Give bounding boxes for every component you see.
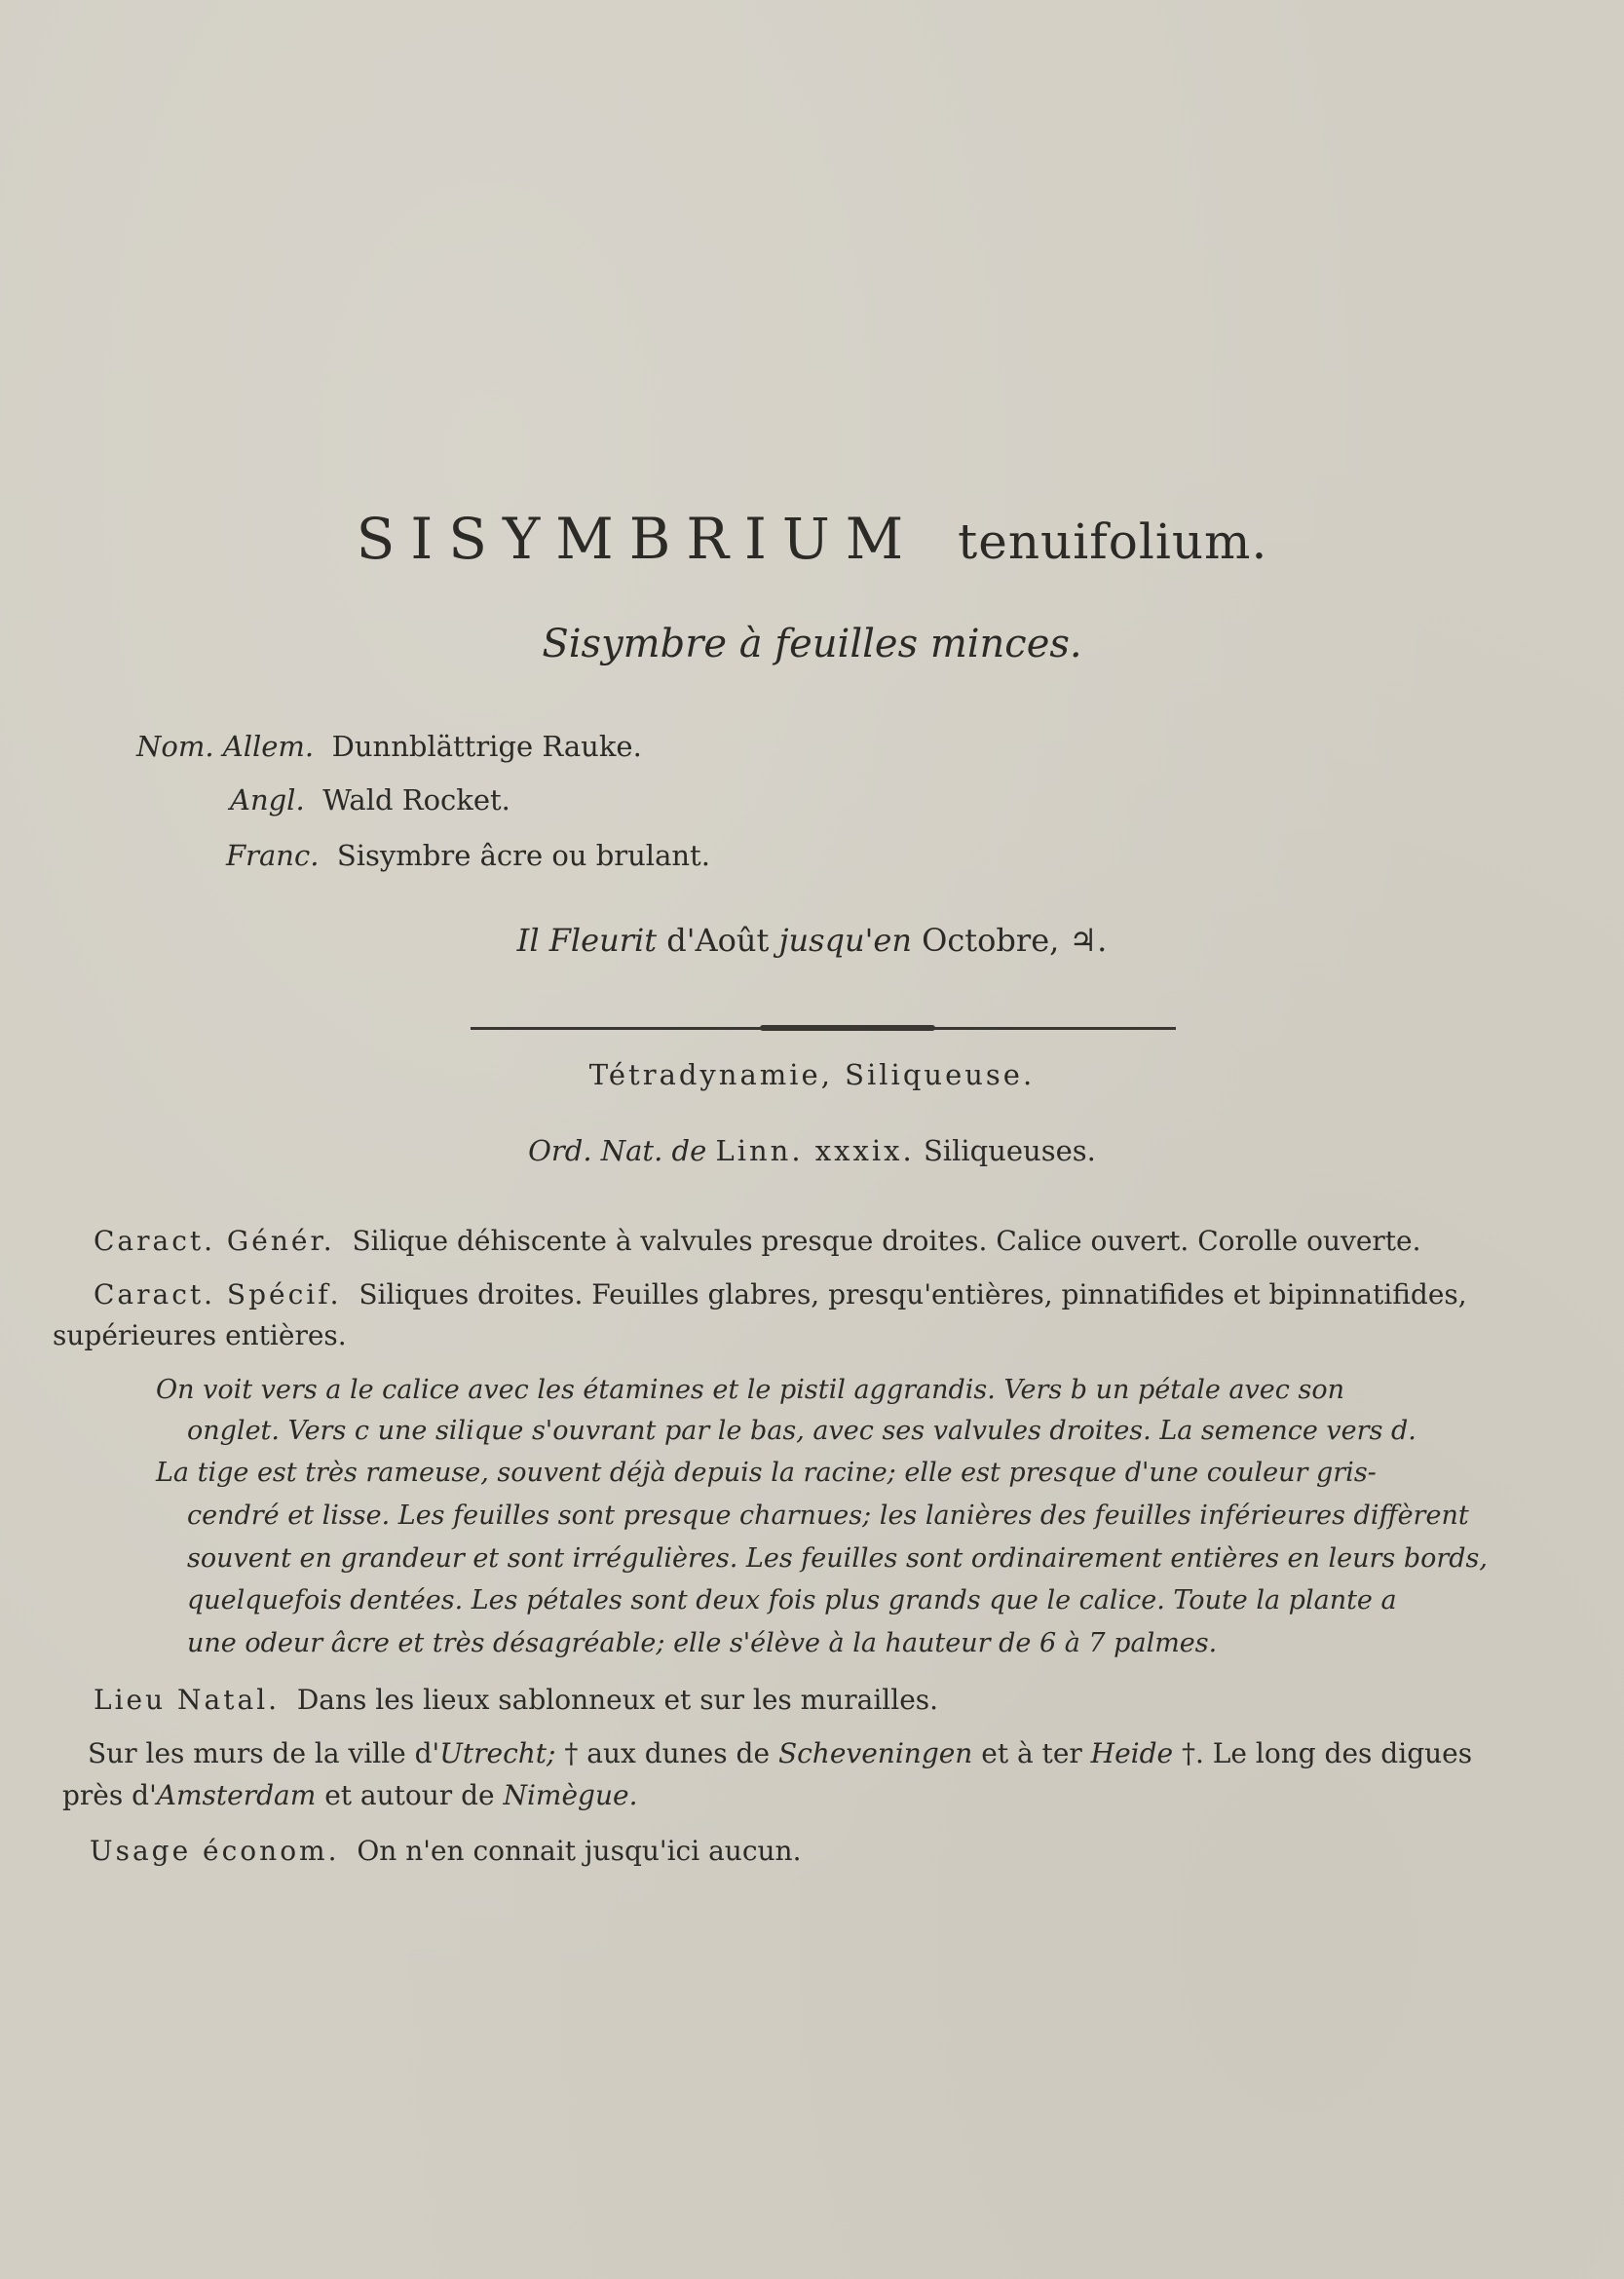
- usage-text: On n'en connait jusqu'ici aucun.: [357, 1835, 802, 1867]
- flowering-part-4: Octobre, ♃.: [922, 922, 1108, 959]
- loc-amsterdam: Amsterdam: [156, 1779, 317, 1811]
- ord-label: Ord. Nat. de: [528, 1134, 707, 1167]
- caract-specif-line-1: Siliques droites. Feuilles glabres, presqu'entières, pinnatifides et bipinnatifides,: [359, 1278, 1467, 1310]
- loc-text-4: †. Le long des digues: [1173, 1737, 1473, 1769]
- names-row-franc: [226, 838, 710, 873]
- lieu-natal: [94, 1683, 938, 1718]
- usage-label: Usage économ.: [90, 1835, 340, 1867]
- angl-value: Wald Rocket.: [322, 783, 510, 817]
- caract-specif-label: Caract. Spécif.: [94, 1278, 342, 1310]
- allem-label: Allem.: [222, 730, 315, 763]
- caract-specif: [94, 1277, 1467, 1312]
- flowering-part-2: d'Août: [666, 922, 770, 959]
- caract-gener-label: Caract. Génér.: [94, 1225, 335, 1257]
- loc-scheveningen: Scheveningen: [777, 1737, 973, 1769]
- nom-label: Nom.: [136, 730, 214, 763]
- natural-order: [0, 1133, 1624, 1168]
- genus-name: SISYMBRIUM: [356, 506, 920, 572]
- species-title: [0, 505, 1624, 576]
- loc-text-3: et à ter: [972, 1737, 1091, 1769]
- loc-utrecht: Utrecht;: [439, 1737, 556, 1769]
- flowering-period: [0, 921, 1624, 960]
- description-line-6: quelquefois dentées. Les pétales sont deux fois plus grands que le calice. Toute la plante a: [187, 1585, 1397, 1615]
- caract-gener: [94, 1224, 1421, 1259]
- localities-line-1: [88, 1736, 1472, 1771]
- french-common-name: Sisymbre à feuilles minces.: [542, 622, 1082, 666]
- linnaean-class: Tétradynamie, Siliqueuse.: [588, 1058, 1036, 1091]
- description-line-2: onglet. Vers c une silique s'ouvrant par le bas, avec ses valvules droites. La semence vers d.: [187, 1416, 1416, 1446]
- lieu-natal-label: Lieu Natal.: [94, 1684, 281, 1716]
- usage-economique: [90, 1834, 801, 1869]
- species-epithet: tenuifolium.: [958, 513, 1268, 570]
- names-row-allem: [136, 729, 642, 764]
- loc-heide: Heide: [1090, 1737, 1174, 1769]
- localities-line-2: [62, 1778, 637, 1813]
- linn-number: Linn. xxxix.: [715, 1134, 915, 1167]
- loc-text-6: et autour de: [316, 1779, 504, 1811]
- description-line-5: souvent en grandeur et sont irrégulières. Les feuilles sont ordinairement entières en leurs bords,: [187, 1543, 1488, 1574]
- flowering-part-3: jusqu'en: [778, 922, 912, 959]
- caract-specif-line-2: supérieures entières.: [53, 1319, 347, 1351]
- loc-text-1: Sur les murs de la ville d': [88, 1737, 440, 1769]
- loc-text-2: † aux dunes de: [555, 1737, 778, 1769]
- franc-label: Franc.: [226, 839, 320, 872]
- loc-nimegue: Nimègue.: [503, 1779, 638, 1811]
- angl-label: Angl.: [230, 783, 305, 817]
- description-line-3: La tige est très rameuse, souvent déjà depuis la racine; elle est presque d'une couleur gris-: [156, 1458, 1377, 1488]
- description-line-4: cendré et lisse. Les feuilles sont presque charnues; les lanières des feuilles inférieures diffèrent: [187, 1500, 1469, 1531]
- description-line-1: On voit vers a le calice avec les étamines et le pistil aggrandis. Vers b un pétale avec son: [156, 1375, 1344, 1405]
- flowering-part-1: Il Fleurit: [516, 922, 658, 959]
- names-row-angl: [230, 782, 510, 817]
- ord-value: Siliqueuses.: [923, 1134, 1096, 1167]
- allem-value: Dunnblättrige Rauke.: [331, 730, 642, 763]
- loc-text-5: près d': [62, 1779, 157, 1811]
- caract-gener-text: Silique déhiscente à valvules presque droites. Calice ouvert. Corolle ouverte.: [352, 1225, 1421, 1257]
- description-line-7: une odeur âcre et très désagréable; elle s'élève à la hauteur de 6 à 7 palmes.: [187, 1628, 1218, 1658]
- divider-rule-thick: [760, 1025, 935, 1031]
- franc-value: Sisymbre âcre ou brulant.: [336, 839, 710, 872]
- lieu-natal-text: Dans les lieux sablonneux et sur les murailles.: [296, 1684, 939, 1716]
